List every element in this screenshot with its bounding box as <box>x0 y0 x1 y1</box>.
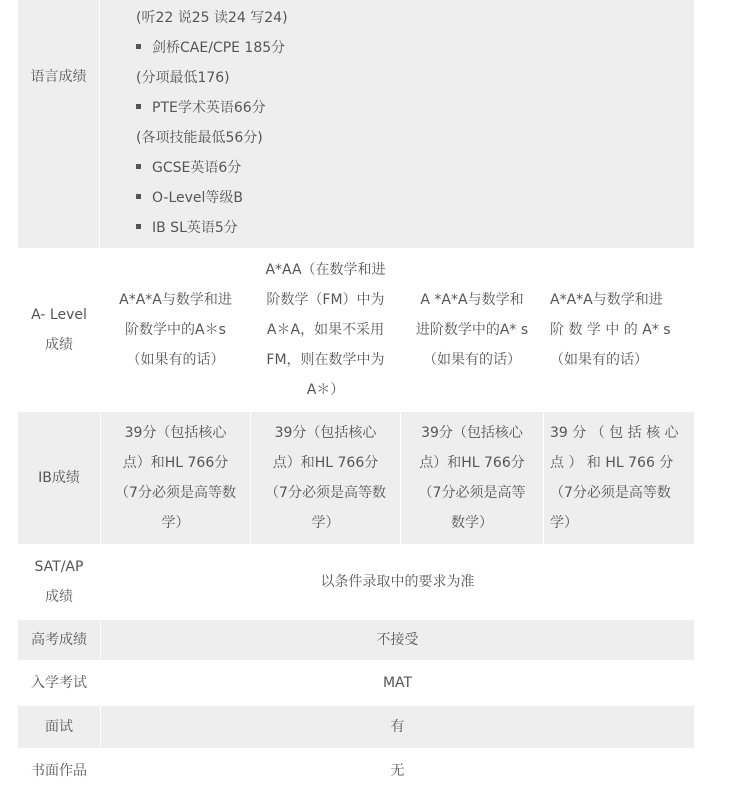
language-line: (各项技能最低56分) <box>136 130 263 146</box>
exam-value: MAT <box>382 675 413 691</box>
row-alevel <box>18 250 694 410</box>
label-ib: IB成绩 <box>18 412 101 544</box>
requirements-table <box>18 0 694 794</box>
language-line: O-Level等级B <box>136 183 694 213</box>
gaokao-value: 不接受 <box>376 632 419 648</box>
row-gaokao <box>18 620 694 660</box>
alevel-cell-1: A*A*A与数学和进 阶数学中的A＊s （如果有的话） <box>101 250 251 410</box>
language-line: (分项最低176) <box>136 70 230 86</box>
interview-value: 有 <box>390 719 405 735</box>
row-exam <box>18 662 694 704</box>
row-interview <box>18 706 694 748</box>
alevel-cell-4: A*A*A与数学和进 阶 数 学 中 的 A* s （如果有的话） <box>550 292 671 368</box>
language-line: IB SL英语5分 <box>136 213 694 243</box>
ib-cell-3: 39分（包括核心 点）和HL 766分 （7分必须是高等 数学） <box>401 412 544 544</box>
label-alevel: A- Level 成绩 <box>18 250 101 410</box>
language-list <box>100 0 694 248</box>
alevel-cell-2: A*AA（在数学和进 阶数学（FM）中为 A＊A，如果不采用 FM，则在数学中为 A＊） <box>251 250 401 410</box>
sat-value: 以条件录取中的要求为准 <box>320 574 475 590</box>
language-line: (听22 说25 读24 写24) <box>136 10 288 26</box>
ib-cell-2: 39分（包括核心 点）和HL 766分 （7分必须是高等数 学） <box>251 412 401 544</box>
ib-cell-4: 39 分 （ 包 括 核 心 点 ） 和 HL 766 分 （7分必须是高等数 学） <box>550 425 679 531</box>
row-language <box>18 0 694 248</box>
language-line: PTE学术英语66分 <box>136 93 694 123</box>
label-exam: 入学考试 <box>18 662 101 704</box>
language-line: 剑桥CAE/CPE 185分 <box>136 33 694 63</box>
alevel-cell-3: A *A*A与数学和 进阶数学中的A* s （如果有的话） <box>401 250 544 410</box>
label-written: 书面作品 <box>18 750 101 792</box>
label-language: 语言成绩 <box>18 0 100 248</box>
row-written <box>18 750 694 792</box>
row-ib <box>18 412 694 544</box>
label-sat: SAT/AP 成绩 <box>18 546 101 618</box>
ib-cell-1: 39分（包括核心 点）和HL 766分 （7分必须是高等数 学） <box>101 412 251 544</box>
written-value: 无 <box>390 763 405 779</box>
label-gaokao: 高考成绩 <box>18 620 101 660</box>
label-interview: 面试 <box>18 706 101 748</box>
row-sat <box>18 546 694 618</box>
language-line: GCSE英语6分 <box>136 153 694 183</box>
